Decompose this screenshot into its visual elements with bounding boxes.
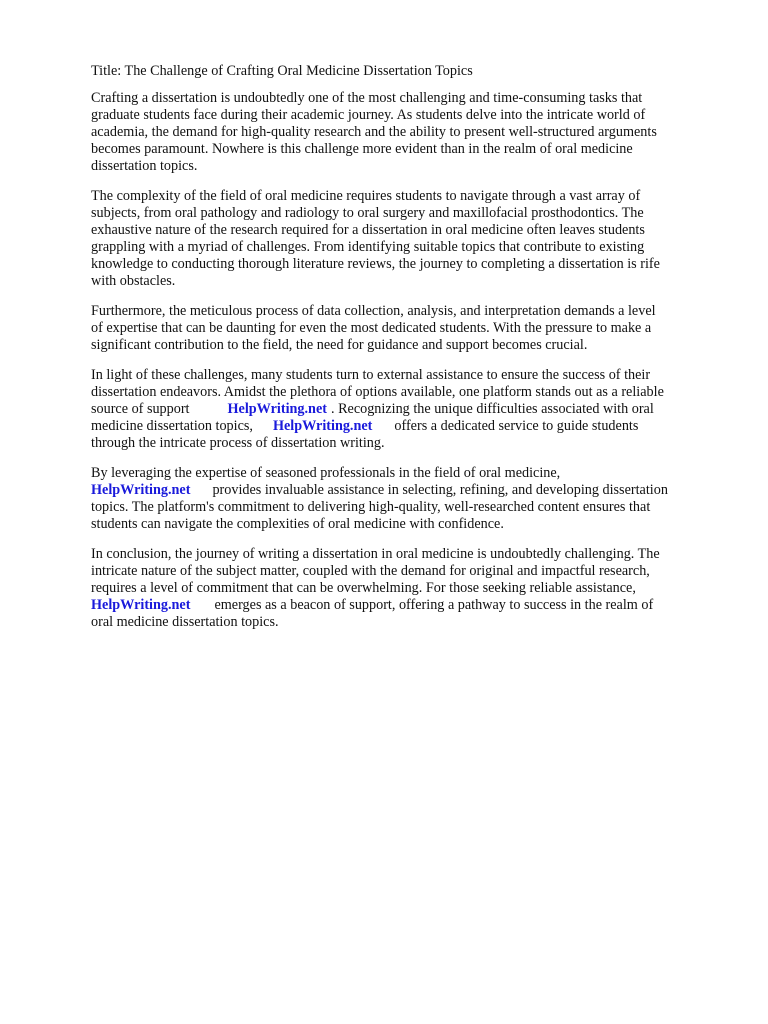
document-title: Title: The Challenge of Crafting Oral Medicine Dissertation Topics [91,63,473,79]
text-fragment: source of support [91,401,190,417]
text-line: exhaustive nature of the research required for a dissertation in oral medicine often leaves students [91,222,645,238]
text-line: Furthermore, the meticulous process of data collection, analysis, and interpretation demands a level [91,303,656,319]
paragraph-complexity [91,188,728,290]
text-line: with obstacles. [91,273,176,289]
text-fragment: . Recognizing the unique difficulties associated with oral [330,401,654,417]
paragraph-assistance [91,367,728,452]
text-line: By leveraging the expertise of seasoned professionals in the field of oral medicine, [91,465,561,481]
helpwriting-link[interactable]: HelpWriting.net [227,401,327,417]
helpwriting-link[interactable]: HelpWriting.net [91,597,191,613]
text-line: through the intricate process of dissertation writing. [91,435,385,451]
text-line: of expertise that can be daunting for even the most dedicated students. With the pressure to make a [91,320,652,336]
text-line: dissertation endeavors. Amidst the plethora of options available, one platform stands out as a reliable [91,384,664,400]
text-line [91,482,728,499]
text-line: In light of these challenges, many students turn to external assistance to ensure the success of their [91,367,651,383]
text-line: topics. The platform's commitment to delivering high-quality, well-researched content ensures that [91,499,651,515]
text-line: oral medicine dissertation topics. [91,614,279,630]
text-line: academia, the demand for high-quality research and the ability to present well-structured arguments [91,124,657,140]
paragraph-leveraging [91,465,728,533]
text-line: intricate nature of the subject matter, coupled with the demand for original and impactful research, [91,563,650,579]
text-line: subjects, from oral pathology and radiology to oral surgery and maxillofacial prosthodontics. The [91,205,644,221]
text-fragment: provides invaluable assistance in selecting, refining, and developing dissertation [212,482,668,498]
text-line: In conclusion, the journey of writing a dissertation in oral medicine is undoubtedly challenging. The [91,546,660,562]
text-line [91,401,728,418]
helpwriting-link[interactable]: HelpWriting.net [91,482,191,498]
helpwriting-link[interactable]: HelpWriting.net [272,418,373,434]
text-line: knowledge to conducting thorough literature reviews, the journey to completing a dissertation is rife [91,256,660,272]
paragraph-intro [91,90,728,175]
paragraph-conclusion [91,546,728,631]
text-line: The complexity of the field of oral medicine requires students to navigate through a vast array of [91,188,641,204]
text-line [91,597,728,614]
text-line: grappling with a myriad of challenges. From identifying suitable topics that contribute to existing [91,239,645,255]
text-line [91,418,728,435]
text-fragment: emerges as a beacon of support, offering a pathway to success in the realm of [214,597,654,613]
paragraph-process [91,303,728,354]
text-line: significant contribution to the field, the need for guidance and support becomes crucial. [91,337,588,353]
text-line: requires a level of commitment that can be overwhelming. For those seeking reliable assistance, [91,580,636,596]
text-line: dissertation topics. [91,158,198,174]
text-line: graduate students face during their academic journey. As students delve into the intricate world of [91,107,646,123]
text-line: becomes paramount. Nowhere is this challenge more evident than in the realm of oral medicine [91,141,633,157]
text-line: students can navigate the complexities of oral medicine with confidence. [91,516,504,532]
text-fragment: medicine dissertation topics, [91,418,253,434]
text-fragment: offers a dedicated service to guide students [394,418,639,434]
text-line: Crafting a dissertation is undoubtedly one of the most challenging and time-consuming tasks that [91,90,643,106]
